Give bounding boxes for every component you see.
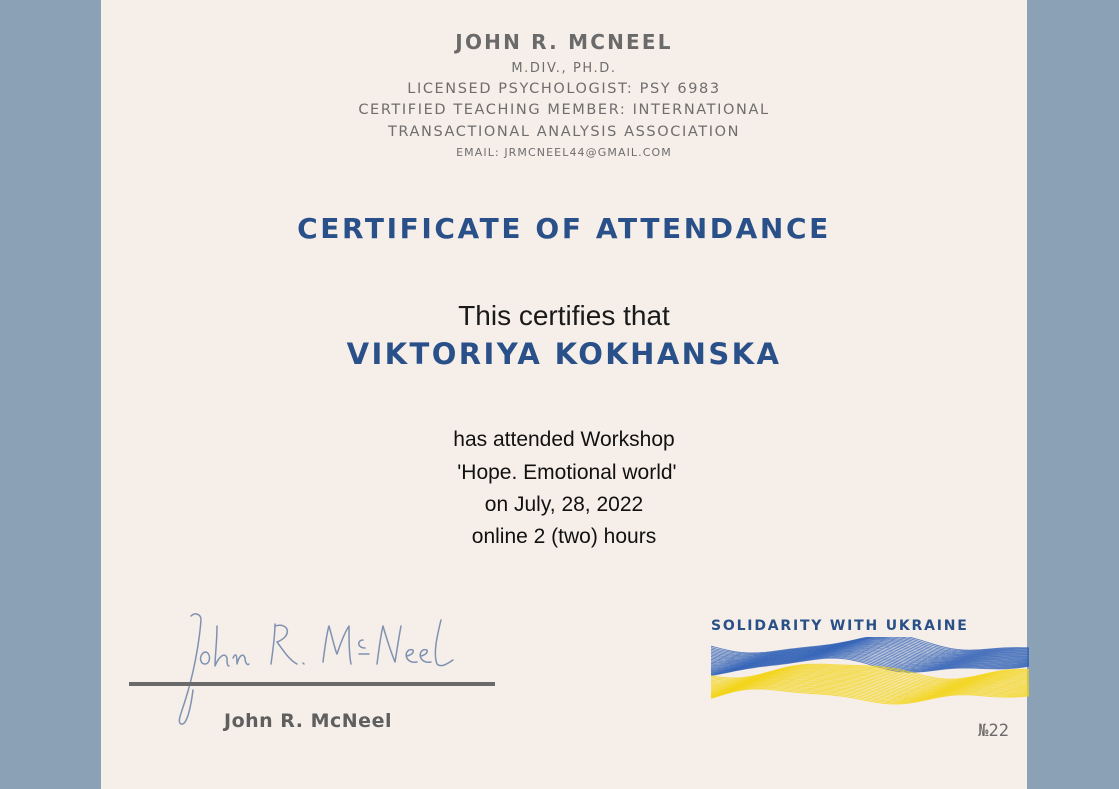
issuer-name: JOHN R. MCNEEL: [455, 30, 673, 54]
workshop-line: has attended Workshop: [453, 428, 675, 451]
solidarity-text: SOLIDARITY WITH UKRAINE: [711, 618, 969, 634]
issuer-association: TRANSACTIONAL ANALYSIS ASSOCIATION: [387, 124, 741, 140]
workshop-date: on July, 28, 2022: [484, 493, 644, 516]
certificate-title: CERTIFICATE OF ATTENDANCE: [297, 212, 831, 245]
workshop-duration: online 2 (two) hours: [471, 525, 657, 548]
issuer-degree: M.DIV., PH.D.: [511, 61, 617, 76]
certificate-number: №22: [978, 721, 1009, 741]
recipient-name: VIKTORIYA KOKHANSKA: [346, 337, 782, 371]
issuer-membership: CERTIFIED TEACHING MEMBER: INTERNATIONAL: [358, 102, 770, 118]
workshop-title: 'Hope. Emotional world': [451, 461, 677, 484]
certificate-paper: [101, 0, 1027, 789]
certifies-text: This certifies that: [458, 300, 670, 331]
signer-name: John R. McNeel: [224, 710, 392, 732]
issuer-license: LICENSED PSYCHOLOGIST: PSY 6983: [407, 81, 721, 97]
issuer-email: EMAIL: JRMCNEEL44@GMAIL.COM: [456, 146, 672, 159]
signature-line: [129, 682, 495, 686]
ukraine-ribbon-graphic: [711, 637, 1029, 707]
